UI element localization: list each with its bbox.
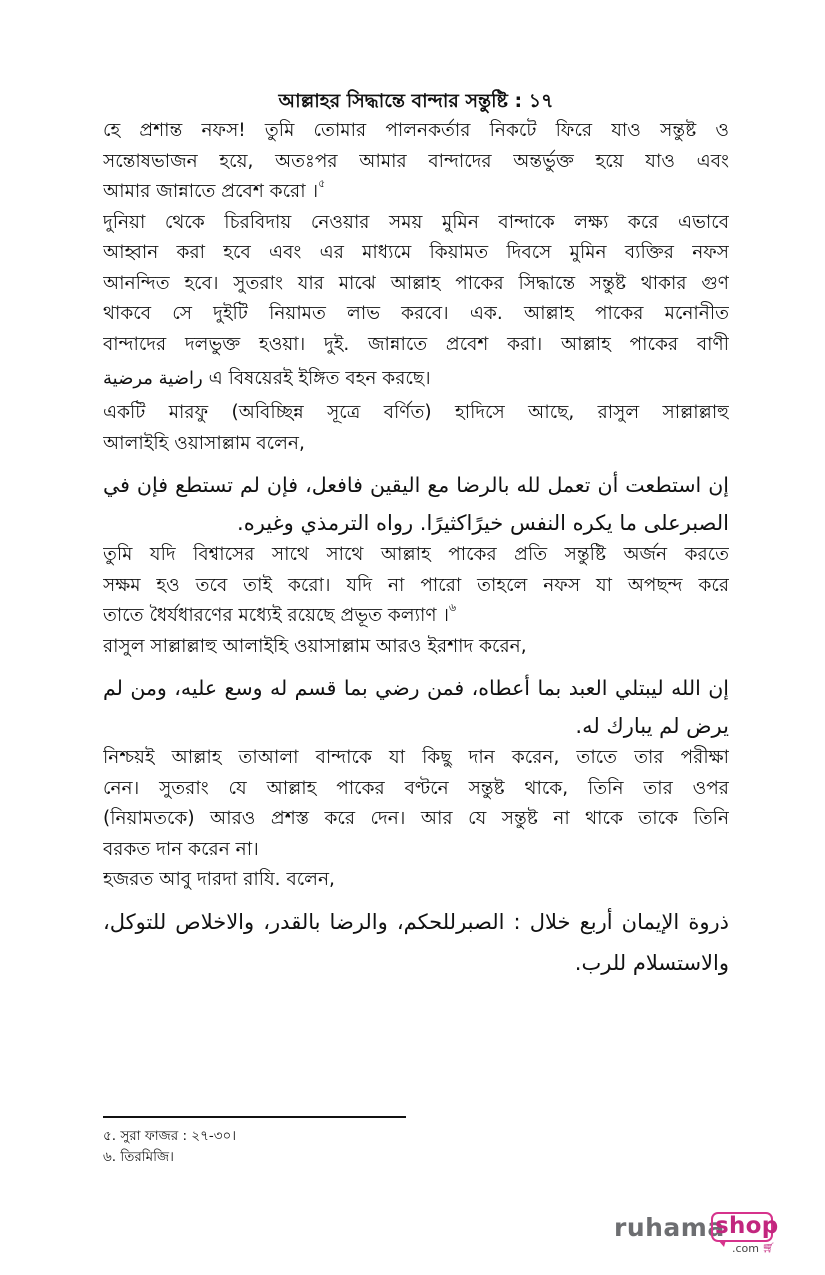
text-line: সক্ষম হও তবে তাই করো। যদি না পারো তাহলে নফস যা অপছন্দ করে bbox=[103, 574, 729, 596]
footnotes bbox=[103, 1126, 236, 1168]
arabic-line: يرض لم يبارك له. bbox=[575, 714, 729, 738]
text-line: একটি মারফু (অবিচ্ছিন্ন সূত্রে বর্ণিত) হাদিসে আছে, রাসুল সাল্লাল্লাহু bbox=[103, 402, 729, 423]
page-title: আল্লাহর সিদ্ধান্তে বান্দার সন্তুষ্টি : ১৭ bbox=[278, 90, 554, 112]
paragraph-2 bbox=[103, 208, 729, 399]
text-segment: তাতে ধৈর্যধারণের মধ্যেই রয়েছে প্রভূত কল্যাণ । bbox=[103, 605, 450, 626]
text-line: আলাইহি ওয়াসাল্লাম বলেন, bbox=[103, 432, 305, 454]
paragraph-5 bbox=[103, 632, 729, 663]
text-line bbox=[103, 601, 729, 632]
arabic-line bbox=[103, 902, 729, 943]
logo-suffix: .com bbox=[732, 1242, 759, 1255]
text-line: বান্দাদের দলভুক্ত হওয়া। দুই. জান্নাতে প্রবেশ করা। আল্লাহ পাকের বাণী bbox=[103, 333, 729, 355]
arabic-line: الصبرعلى ما يكره النفس خيرًاكثيرًا. رواه الترمذي وغيره. bbox=[237, 511, 729, 535]
text-line: নেন। সুতরাং যে আল্লাহ পাকের বণ্টনে সন্তুষ্ট থাকে, তিনি তার ওপর bbox=[103, 777, 729, 799]
footnote-ref[interactable]: ৬ bbox=[449, 601, 457, 614]
arabic-line-text: إن الله ليبتلي العبد بما أعطاه، فمن رضي بما قسم له وسع عليه، ومن لم bbox=[103, 676, 729, 700]
text-line: রাসুল সাল্লাল্লাহু আলাইহি ওয়াসাল্লাম আরও ইরশাদ করেন, bbox=[103, 635, 527, 657]
paragraph-1 bbox=[103, 116, 729, 208]
logo-word-ruhama: ruhama bbox=[614, 1213, 725, 1242]
text-segment: আমার জান্নাতে প্রবেশ করো । bbox=[103, 181, 319, 202]
text-line bbox=[103, 177, 729, 208]
footnote-divider bbox=[103, 1116, 406, 1118]
text-segment: এ বিষয়েরই ইঙ্গিত বহন করছে। bbox=[208, 368, 431, 389]
text-line: থাকবে সে দুইটি নিয়ামত লাভ করবে। এক. আল্লাহ পাকের মনোনীত bbox=[103, 303, 729, 324]
shopping-cart-icon: 🛒︎ bbox=[762, 1243, 775, 1254]
ruhamashop-logo bbox=[614, 1212, 779, 1256]
arabic-line-text: ذروة الإيمان أربع خلال : الصبرللحكم، والرضا بالقدر، والاخلاص للتوكل، bbox=[103, 909, 729, 934]
logo-word-shop: shop bbox=[715, 1213, 779, 1239]
arabic-quote-3 bbox=[103, 902, 729, 984]
arabic-phrase: راضية مرضية bbox=[103, 368, 203, 389]
arabic-hadith-2 bbox=[103, 668, 729, 743]
footnote-item: ৬. তিরমিজি। bbox=[103, 1149, 174, 1165]
logo-bubble-tail bbox=[718, 1240, 726, 1247]
text-line: আহ্বান করা হবে এবং এর মাধ্যমে কিয়ামত দিবসে মুমিন ব্যক্তির নফস bbox=[103, 242, 729, 263]
arabic-line bbox=[103, 668, 729, 709]
text-line: হে প্রশান্ত নফস! তুমি তোমার পালনকর্তার নিকটে ফিরে যাও সন্তুষ্ট ও bbox=[103, 120, 729, 141]
text-line bbox=[103, 360, 729, 398]
arabic-hadith-1 bbox=[103, 465, 729, 540]
book-page bbox=[103, 88, 729, 984]
text-line: (নিয়ামতকে) আরও প্রশস্ত করে দেন। আর যে সন্তুষ্ট না থাকে তাকে তিনি bbox=[103, 808, 729, 829]
paragraph-7 bbox=[103, 865, 729, 896]
text-line: তুমি যদি বিশ্বাসের সাথে সাথে আল্লাহ পাকের প্রতি সন্তুষ্টি অর্জন করতে bbox=[103, 544, 729, 565]
text-line: নিশ্চয়ই আল্লাহ তাআলা বান্দাকে যা কিছু দান করেন, তাতে তার পরীক্ষা bbox=[103, 747, 729, 768]
arabic-line bbox=[103, 465, 729, 506]
arabic-line-text: إن استطعت أن تعمل لله بالرضا مع اليقين فافعل، فإن لم تستطع فإن في bbox=[103, 473, 729, 497]
text-line: সন্তোষভাজন হয়ে, অতঃপর আমার বান্দাদের অন্তর্ভুক্ত হয়ে যাও এবং bbox=[103, 150, 729, 172]
text-line: আনন্দিত হবে। সুতরাং যার মাঝে আল্লাহ পাকের সিদ্ধান্তে সন্তুষ্ট থাকার গুণ bbox=[103, 272, 729, 294]
arabic-line: والاستسلام للرب. bbox=[574, 950, 729, 975]
footnote-item: ৫. সুরা ফাজর : ২৭-৩০। bbox=[103, 1128, 237, 1144]
text-line: হজরত আবু দারদা রাযি. বলেন, bbox=[103, 869, 335, 890]
paragraph-4 bbox=[103, 540, 729, 632]
text-line: বরকত দান করেন না। bbox=[103, 838, 259, 860]
paragraph-3 bbox=[103, 398, 729, 459]
paragraph-6 bbox=[103, 743, 729, 865]
text-line: দুনিয়া থেকে চিরবিদায় নেওয়ার সময় মুমিন বান্দাকে লক্ষ্য করে এভাবে bbox=[103, 211, 729, 233]
footnote-ref[interactable]: ৫ bbox=[318, 177, 326, 190]
